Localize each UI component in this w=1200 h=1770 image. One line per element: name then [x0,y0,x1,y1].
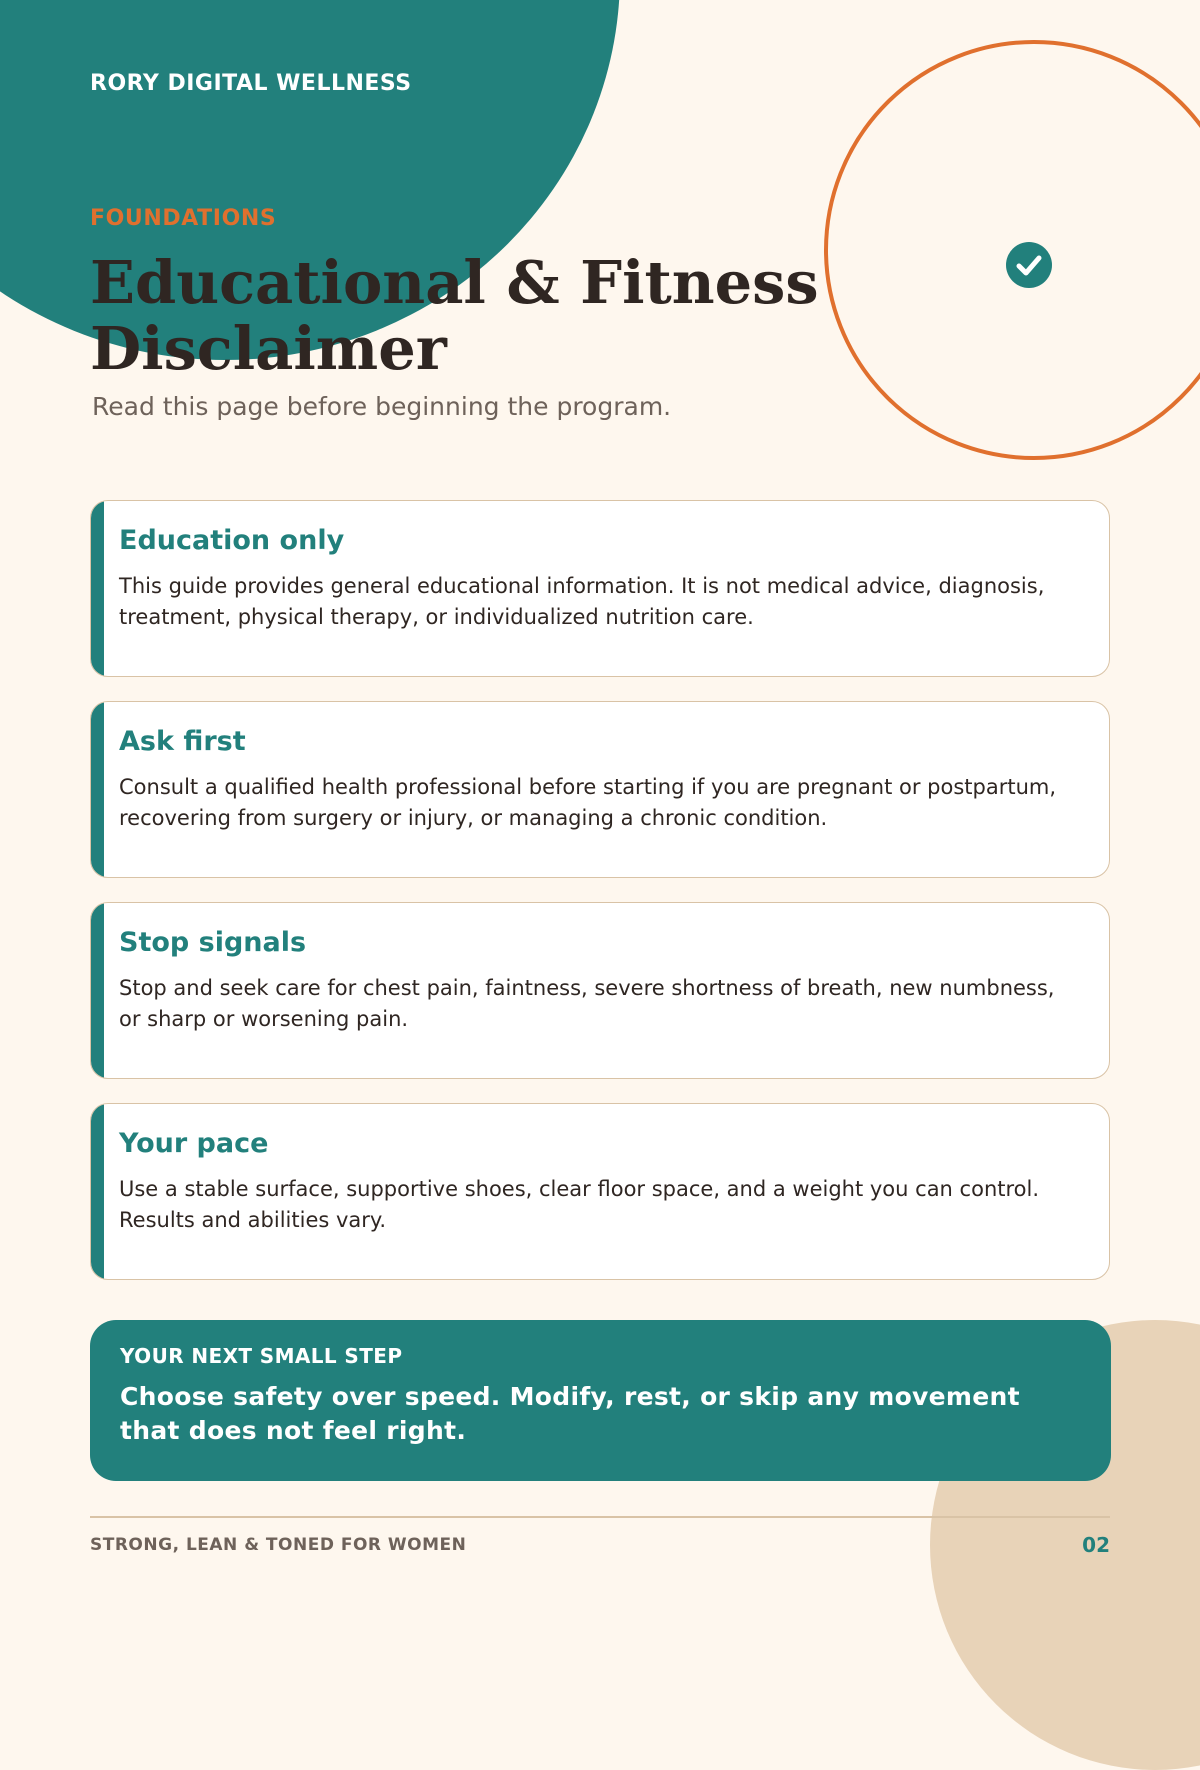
next-step-label: YOUR NEXT SMALL STEP [120,1344,403,1368]
card-ask-first [90,701,1110,878]
card-your-pace [90,1103,1110,1280]
card-accent-bar [91,1104,104,1279]
page-number: 02 [1082,1533,1110,1557]
footer-title: STRONG, LEAN & TONED FOR WOMEN [90,1535,467,1555]
disclaimer-cards [90,500,1110,1304]
card-body: Use a stable surface, supportive shoes, clear floor space, and a weight you can control. Results and abilities vary. [119,1177,1040,1232]
check-circle-icon [1006,242,1052,288]
next-step-text: Choose safety over speed. Modify, rest, or skip any movement that does not feel right. [120,1382,1020,1445]
card-heading: Ask first [119,726,246,757]
next-step-callout [90,1320,1111,1481]
card-accent-bar [91,702,104,877]
page-subtitle: Read this page before beginning the program. [92,392,672,421]
check-mark-icon [1015,253,1043,277]
card-heading: Stop signals [119,927,307,958]
card-heading: Your pace [119,1128,269,1159]
card-accent-bar [91,903,104,1078]
card-body: This guide provides general educational information. It is not medical advice, diagnosis, treatment, physical therapy, or individualized nutrition care. [119,574,1045,629]
card-accent-bar [91,501,104,676]
card-body: Consult a qualified health professional before starting if you are pregnant or postpartum, recovering from surgery or injury, or managing a chronic condition. [119,775,1057,830]
footer-divider [90,1516,1110,1518]
card-education-only [90,500,1110,677]
brand-name: RORY DIGITAL WELLNESS [90,71,412,96]
card-heading: Education only [119,525,345,556]
section-eyebrow: FOUNDATIONS [90,206,277,231]
card-body: Stop and seek care for chest pain, faintness, severe shortness of breath, new numbness, or sharp or worsening pain. [119,976,1055,1031]
card-stop-signals [90,902,1110,1079]
page-title: Educational & Fitness Disclaimer [90,248,819,383]
